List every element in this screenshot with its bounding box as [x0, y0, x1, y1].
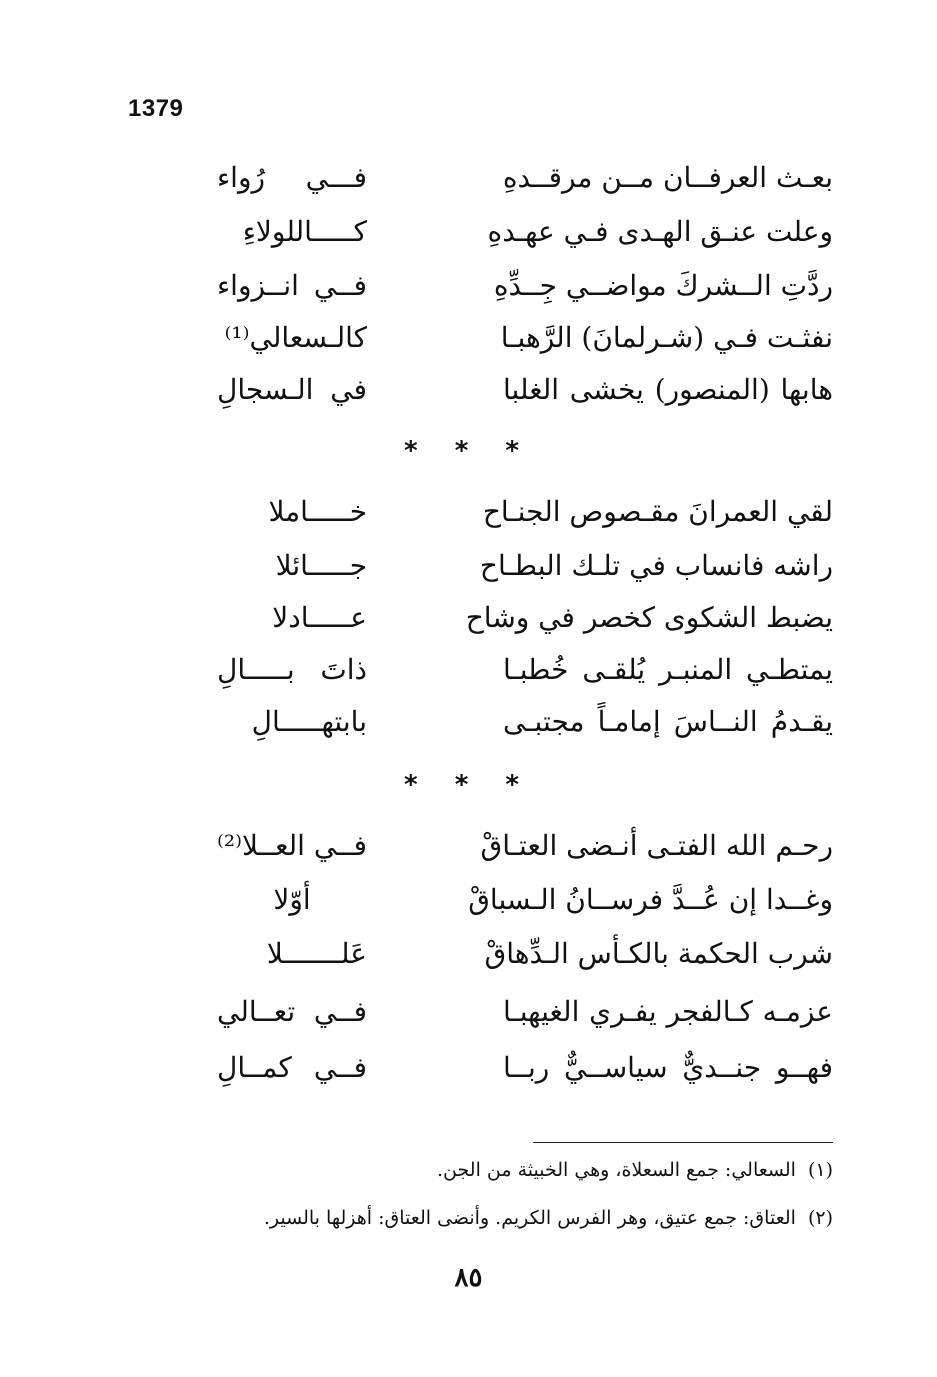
verse-line: [0, 318, 937, 372]
verse-line: [0, 992, 937, 1046]
verse-line: [0, 370, 937, 424]
stanza-separator: * * *: [404, 770, 533, 800]
verse-line: [0, 1048, 937, 1102]
verse-second-hemistich: فــي العــلا⁽²⁾: [217, 829, 367, 862]
verse-line: [0, 266, 937, 320]
verse-line: [0, 650, 937, 704]
verse-second-hemistich: فـــي رُواء: [217, 161, 367, 194]
footnote-number: (١): [807, 1159, 833, 1181]
verse-first-hemistich: لقي العمرانَ مقـصوص الجنـاح: [482, 495, 833, 528]
verse-second-hemistich: فــي كمــالِ: [217, 1051, 367, 1084]
verse-first-hemistich: هابها (المنصور) يخشى الغلبا: [503, 373, 833, 406]
verse-first-hemistich: ردَّتِ الــشركَ مواضــي جِــدِّهِ: [493, 269, 833, 302]
verse-first-hemistich: نفثـت فـي (شـرلمانَ) الرَّهبـا: [500, 321, 833, 354]
verse-line: [0, 158, 937, 212]
verse-first-hemistich: شرب الحكمة بالكـأس الـدِّهاقْ: [484, 937, 833, 970]
verse-first-hemistich: عزمـه كـالفجر يفـري الغيهبـا: [503, 995, 833, 1028]
verse-second-hemistich: في الـسجالِ: [217, 373, 367, 406]
verse-first-hemistich: بعـث العرفــان مــن مرقــدهِ: [502, 161, 833, 194]
footnote: [437, 1156, 833, 1184]
verse-second-hemistich: كالـسعالي⁽¹⁾: [224, 321, 367, 354]
verse-line: [0, 934, 937, 988]
verse-line: [0, 546, 937, 600]
verse-line: [0, 598, 937, 652]
verse-second-hemistich: جـــــائلا: [275, 549, 367, 582]
footnote-text: السعالي: جمع السعلاة، وهي الخبيثة من الجن.: [437, 1159, 796, 1181]
verse-second-hemistich: كـــــاللولاءِ: [242, 215, 367, 248]
verse-first-hemistich: يضبط الشكوى كخصر في وشاح: [465, 601, 833, 634]
verse-second-hemistich: فــي انــزواء: [217, 269, 367, 302]
verse-line: [0, 880, 937, 934]
footnote-divider: [533, 1142, 833, 1143]
verse-second-hemistich: ذاتَ بـــــالِ: [217, 653, 367, 686]
verse-second-hemistich: أوّلا: [273, 883, 311, 916]
footnote-number: (٢): [807, 1207, 833, 1229]
verse-first-hemistich: يقـدمُ النــاسَ إمامـاً مجتبـى: [503, 705, 833, 738]
archive-number: 1379: [128, 95, 184, 122]
verse-second-hemistich: بابتهـــــالِ: [251, 705, 367, 738]
verse-second-hemistich: عـــــادلا: [272, 601, 367, 634]
verse-second-hemistich: عَلـــــــلا: [266, 937, 367, 970]
verse-line: [0, 212, 937, 266]
verse-first-hemistich: يمتطـي المنبـر يُلقـى خُطبـا: [503, 653, 833, 686]
verse-first-hemistich: رحـم الله الفتـى أنـضى العتـاقْ: [480, 829, 833, 862]
stanza-separator: * * *: [404, 436, 533, 466]
footnote: [264, 1204, 833, 1232]
verse-line: [0, 702, 937, 756]
verse-first-hemistich: وغــدا إن عُــدَّ فرســانُ الـسباقْ: [468, 883, 833, 916]
verse-line: [0, 826, 937, 880]
footnote-text: العتاق: جمع عتيق، وهر الفرس الكريم. وأنضى العتاق: أهزلها بالسير.: [263, 1207, 796, 1229]
verse-first-hemistich: راشه فانساب في تلـك البطـاح: [479, 549, 833, 582]
verse-line: [0, 492, 937, 546]
verse-second-hemistich: فــي تعــالي: [217, 995, 367, 1028]
verse-first-hemistich: وعلت عنـق الهـدى فـي عهـدهِ: [487, 215, 833, 248]
verse-first-hemistich: فهــو جنــديٌّ سياســيٌّ ربــا: [503, 1051, 833, 1084]
verse-second-hemistich: خـــــاملا: [268, 495, 367, 528]
page-number: ٨٥: [454, 1263, 483, 1293]
